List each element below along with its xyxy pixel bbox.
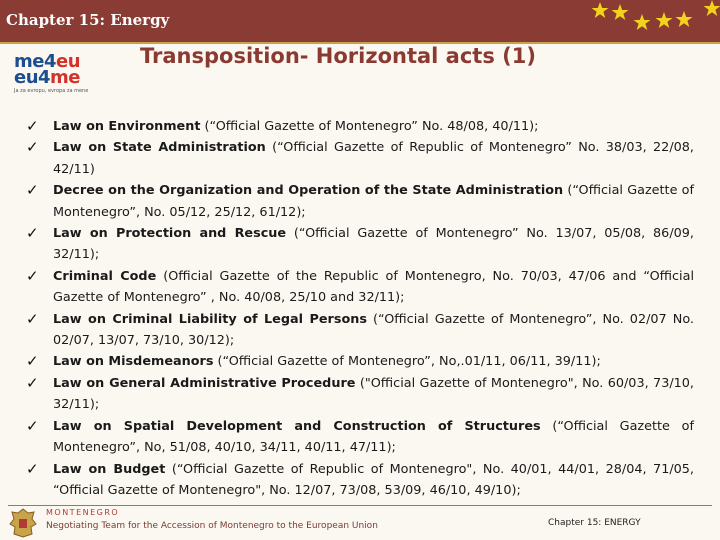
- list-item: ✓ Law on Protection and Rescue (“Official Gazette of Montenegro” No. 13/07, 05/08, 86/09, 32/11);: [26, 224, 694, 263]
- list-item: ✓ Law on Budget (“Official Gazette of Republic of Montenegro", No. 40/01, 44/01, 28/04, 71/05, “Official Gazette of Montenegro", No. 12/07, 73/08, 53/09, 46/10, 49/10);: [26, 459, 695, 498]
- list-item: ✓ Law on General Administrative Procedure ("Official Gazette of Montenegro", No. 60/03, 73/10, 32/11);: [26, 373, 694, 413]
- star-icon: [676, 11, 693, 27]
- star-icon: [704, 0, 720, 16]
- star-icon: [592, 2, 609, 18]
- slide-title: Transposition- Horizontal acts (1): [140, 44, 536, 68]
- checkmark-icon: ✓: [26, 138, 39, 157]
- footer-country: MONTENEGRO: [46, 508, 120, 517]
- list-item: ✓ Criminal Code (Official Gazette of the Republic of Montenegro, No. 70/03, 47/06 and “Official Gazette of Montenegro” , No. 40/08, 25/10 and 32/11);: [26, 266, 695, 306]
- list-item: ✓ Law on State Administration (“Official Gazette of Republic of Montenegro” No. 38/03, 22/08, 42/11): [26, 138, 694, 177]
- star-icon: [612, 4, 629, 20]
- checkmark-icon: ✓: [26, 459, 39, 478]
- acts-list: [26, 116, 694, 501]
- logo-tagline: Ja za evropu, evropa za mene: [14, 88, 89, 94]
- eu-stars-icon: [590, 0, 720, 40]
- list-item: ✓ Law on Environment (“Official Gazette of Montenegro” No. 48/08, 40/11);: [26, 116, 694, 137]
- list-item: ✓ Decree on the Organization and Operation of the State Administration (“Official Gazette of Montenegro”, No. 05/12, 25/12, 61/12);: [26, 181, 694, 220]
- header-bar: [0, 0, 720, 44]
- footer-team: Negotiating Team for the Accession of Montenegro to the European Union: [46, 521, 378, 531]
- star-icon: [656, 12, 673, 28]
- me4eu-logo: me4eu eu4me Ja za evropu, evropa za mene: [14, 54, 110, 100]
- checkmark-icon: ✓: [26, 117, 39, 135]
- checkmark-icon: ✓: [26, 309, 39, 328]
- star-icon: [634, 14, 651, 30]
- checkmark-icon: ✓: [26, 181, 39, 200]
- footer-chapter: Chapter 15: ENERGY: [548, 518, 641, 528]
- checkmark-icon: ✓: [26, 416, 39, 435]
- list-item: ✓ Law on Misdemeanors (“Official Gazette of Montenegro”, No,.01/11, 06/11, 39/11);: [26, 351, 694, 372]
- checkmark-icon: ✓: [26, 352, 39, 371]
- coat-of-arms-icon: [6, 506, 40, 540]
- list-item: ✓ Law on Criminal Liability of Legal Persons (“Official Gazette of Montenegro”, No. 02/07 No. 02/07, 13/07, 73/10, 30/12);: [26, 309, 694, 349]
- chapter-label: Chapter 15: Energy: [6, 11, 170, 29]
- footer-divider: [8, 505, 712, 506]
- checkmark-icon: ✓: [26, 373, 39, 392]
- checkmark-icon: ✓: [26, 266, 39, 285]
- list-item: ✓ Law on Spatial Development and Construction of Structures (“Official Gazette of Montenegro”, No, 51/08, 40/10, 34/11, 40/11, 47/11);: [26, 416, 694, 456]
- checkmark-icon: ✓: [26, 224, 39, 243]
